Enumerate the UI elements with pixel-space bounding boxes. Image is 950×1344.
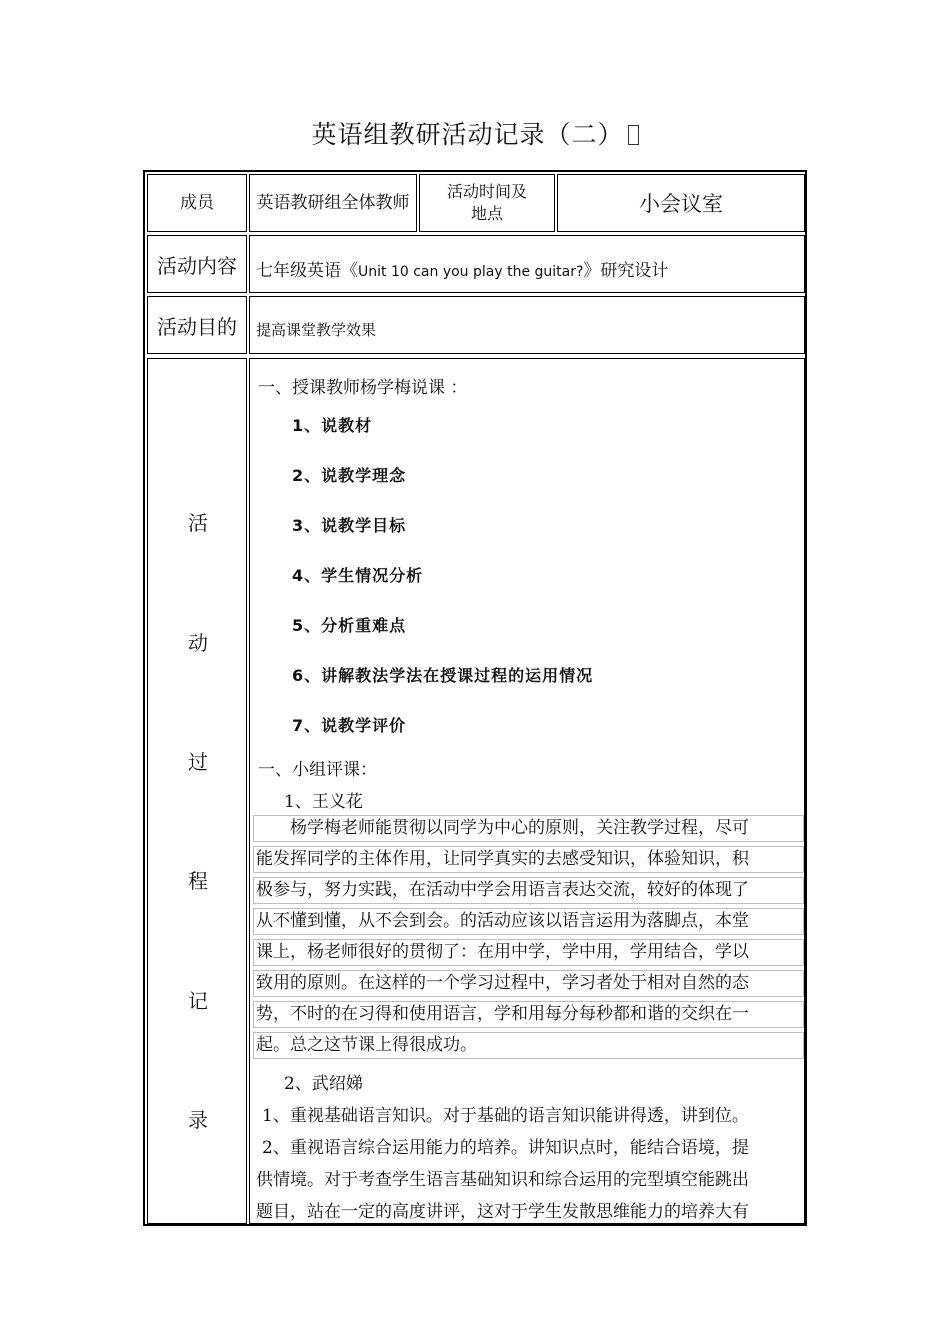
- reviewer1-line: 势，不时的在习得和使用语言，学和用每分每秒都和谐的交织在一: [253, 1001, 804, 1028]
- title-mark: [628, 125, 639, 145]
- record-label-char: 记: [188, 989, 208, 1013]
- purpose-value-cell: [249, 296, 805, 354]
- record-label-cell: [147, 358, 247, 1224]
- time-place-label-cell: [419, 174, 555, 232]
- members-value: 英语教研组全体教师: [256, 193, 410, 213]
- content-value-suffix: 》研究设计: [583, 261, 669, 281]
- record-content-cell: [249, 358, 805, 1224]
- content-value-cell: [249, 235, 805, 293]
- reviewer1-line: 杨学梅老师能贯彻以同学为中心的原则，关注教学过程，尽可: [253, 815, 804, 842]
- record-label-char: 过: [188, 750, 208, 774]
- record-label-char: 动: [188, 631, 208, 655]
- record-label-char: 录: [188, 1108, 208, 1132]
- section1-item: 1、说教材: [292, 416, 373, 435]
- purpose-value: 提高课堂教学效果: [256, 321, 377, 339]
- time-place-label: 活动时间及地点: [446, 182, 527, 223]
- reviewer2-line: 供情境。对于考查学生语言基础知识和综合运用的完型填空能跳出: [256, 1170, 749, 1190]
- purpose-label-cell: [147, 296, 247, 354]
- section1-item: 6、讲解教法学法在授课过程的运用情况: [292, 666, 594, 685]
- reviewer2-line: 2、重视语言综合运用能力的培养。讲知识点时，能结合语境，提: [262, 1138, 749, 1158]
- section1-heading: 一、授课教师杨学梅说课 ：: [258, 378, 468, 398]
- members-value-cell: [249, 174, 417, 232]
- members-label: 成员: [180, 193, 214, 213]
- section1-item: 5、分析重难点: [292, 616, 407, 635]
- reviewer2-name: 2、武绍娣: [284, 1074, 363, 1094]
- record-table: [143, 170, 807, 1226]
- section1-item: 7、说教学评价: [292, 716, 407, 735]
- reviewer1-line: 从不懂到懂，从不会到会。的活动应该以语言运用为落脚点，本堂: [253, 908, 804, 935]
- reviewer2-line: 题目，站在一定的高度讲评，这对于学生发散思维能力的培养大有: [256, 1202, 749, 1222]
- record-label-char: 活: [188, 511, 208, 535]
- content-value-prefix: 七年级英语《: [256, 261, 358, 281]
- record-label-char: 程: [188, 869, 208, 893]
- section2-heading: 一、小组评课：: [258, 760, 377, 780]
- reviewer1-line: 极参与，努力实践，在活动中学会用语言表达交流，较好的体现了: [253, 877, 804, 904]
- content-label: 活动内容: [157, 254, 237, 278]
- section1-item: 2、说教学理念: [292, 466, 407, 485]
- purpose-label: 活动目的: [157, 315, 237, 339]
- page-title: 英语组教研活动记录（二）: [0, 115, 950, 151]
- reviewer1-line: 课上，杨老师很好的贯彻了：在用中学，学中用，学用结合，学以: [253, 939, 804, 966]
- reviewer2-line: 1、重视基础语言知识。对于基础的语言知识能讲得透，讲到位。: [262, 1106, 749, 1126]
- time-place-value-cell: [557, 174, 805, 232]
- members-label-cell: [147, 174, 247, 232]
- time-place-value: 小会议室: [639, 192, 723, 216]
- reviewer1-name: 1、王义花: [284, 792, 363, 812]
- reviewer1-line: 致用的原则。在这样的一个学习过程中，学习者处于相对自然的态: [253, 970, 804, 997]
- section1-item: 3、说教学目标: [292, 516, 407, 535]
- reviewer1-line: 起。总之这节课上得很成功。: [253, 1032, 804, 1059]
- content-label-cell: [147, 235, 247, 293]
- reviewer1-line: 能发挥同学的主体作用，让同学真实的去感受知识，体验知识，积: [253, 846, 804, 873]
- section1-item: 4、学生情况分析: [292, 566, 424, 585]
- content-value-english: Unit 10 can you play the guitar?: [358, 264, 584, 280]
